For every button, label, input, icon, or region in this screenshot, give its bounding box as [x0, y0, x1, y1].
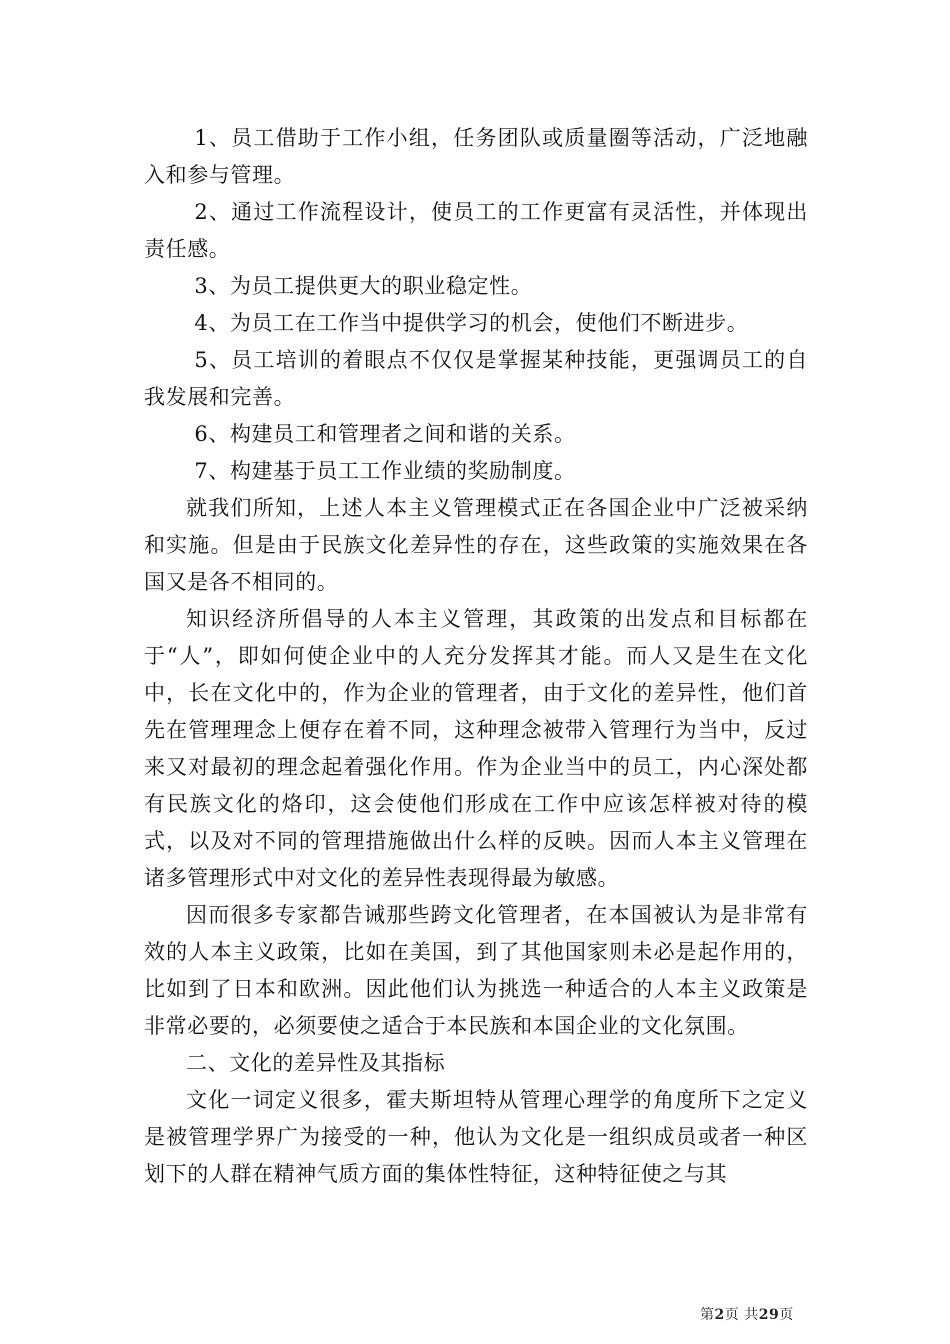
paragraph-expert-advice: 因而很多专家都告诫那些跨文化管理者，在本国被认为是非常有效的人本主义政策，比如在美国，到了其他国家则未必是起作用的，比如到了日本和欧洲。因此他们认为挑选一种适合的人本主义政策是非常必要的，必须要使之适合于本民族和本国企业的文化氛围。 [144, 903, 808, 1038]
list-item-1: 1、员工借助于工作小组，任务团队或质量圈等活动，广泛地融入和参与管理。 [144, 126, 808, 187]
footer-middle: 页 共 [724, 1307, 759, 1323]
total-page-count: 29 [758, 1307, 780, 1323]
list-item-3: 3、为员工提供更大的职业稳定性。 [194, 274, 533, 298]
paragraph-adoption: 就我们所知，上述人本主义管理模式正在各国企业中广泛被采纳和实施。但是由于民族文化差异性的存在，这些政策的实施效果在各国又是各不相同的。 [144, 496, 808, 594]
page-number-footer [700, 1304, 794, 1324]
section-heading: 二、文化的差异性及其指标 [186, 1051, 446, 1075]
list-item-4: 4、为员工在工作当中提供学习的机会，使他们不断进步。 [194, 311, 749, 335]
list-item-2: 2、通过工作流程设计，使员工的工作更富有灵活性，并体现出责任感。 [144, 200, 808, 261]
list-item-5: 5、员工培训的着眼点不仅仅是掌握某种技能，更强调员工的自我发展和完善。 [144, 348, 808, 409]
list-item-7: 7、构建基于员工工作业绩的奖励制度。 [194, 459, 576, 483]
list-item-6: 6、构建员工和管理者之间和谐的关系。 [194, 422, 576, 446]
paragraph-knowledge-economy: 知识经济所倡导的人本主义管理，其政策的出发点和目标都在于“人”，即如何使企业中的人充分发挥其才能。而人又是生在文化中，长在文化中的，作为企业的管理者，由于文化的差异性，他们首先在管理理念上便存在着不同，这种理念被带入管理行为当中，反过来又对最初的理念起着强化作用。作为企业当中的员工，内心深处都有民族文化的烙印，这会使他们形成在工作中应该怎样被对待的模式，以及对不同的管理措施做出什么样的反映。因而人本主义管理在诸多管理形式中对文化的差异性表现得最为敏感。 [144, 607, 808, 890]
footer-prefix: 第 [700, 1307, 715, 1323]
document-body [144, 120, 808, 1193]
paragraph-culture-definition: 文化一词定义很多，霍夫斯坦特从管理心理学的角度所下之定义是被管理学界广为接受的一种，他认为文化是一组织成员或者一种区划下的人群在精神气质方面的集体性特征，这种特征使之与其 [144, 1088, 808, 1186]
current-page-number: 2 [714, 1307, 725, 1323]
footer-suffix: 页 [779, 1307, 794, 1323]
